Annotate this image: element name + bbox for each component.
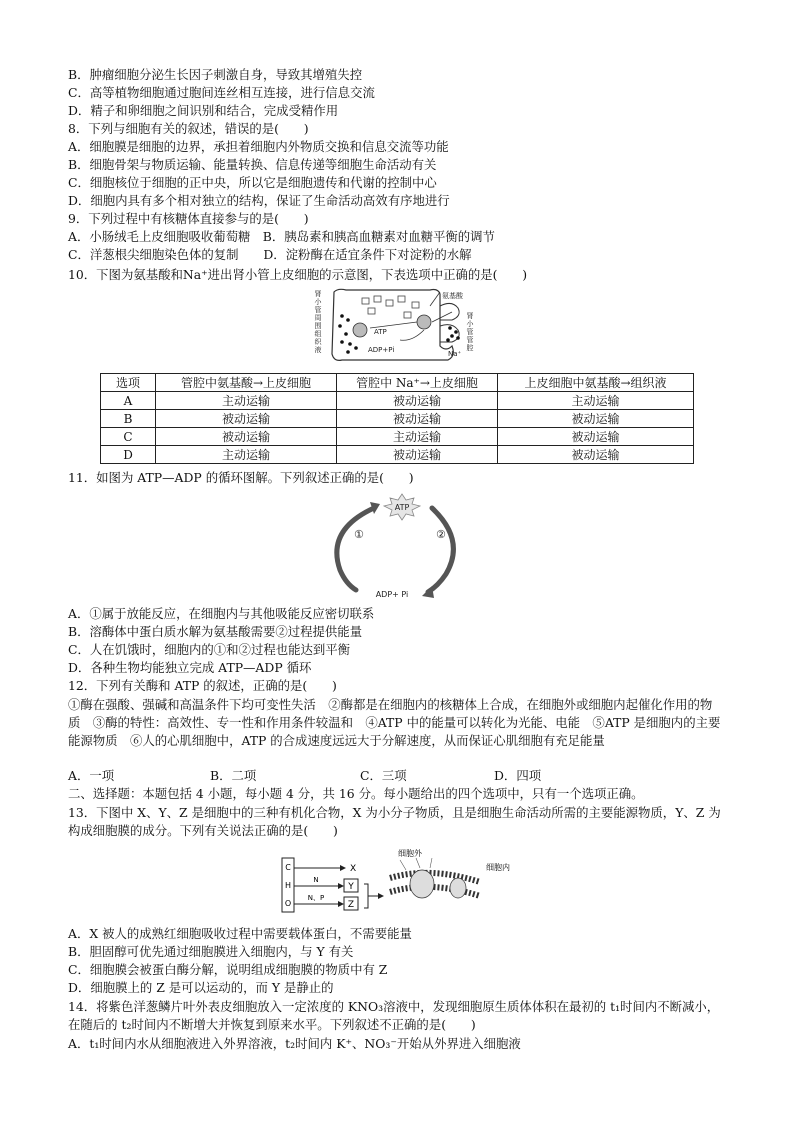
- table-cell: 主动运输: [498, 392, 694, 410]
- q13-stem: 13．下图中 X、Y、Z 是细胞中的三种有机化合物，X 为小分子物质，且是细胞生命活动所需的主要能源物质，Y、Z 为构成细胞膜的成分。下列有关说法正确的是( ): [68, 805, 721, 838]
- svg-text:肾: 肾: [466, 312, 474, 320]
- table-row: [101, 446, 694, 464]
- q13-outside-label: 细胞外: [398, 849, 422, 858]
- q13-o-label: O: [284, 899, 292, 908]
- q14-stem: 14．将紫色洋葱鳞片叶外表皮细胞放入一定浓度的 KNO₃溶液中，发现细胞原生质体体积在最初的 t₁时间内不断减小，在随后的 t₂时间内不断增大并恢复到原来水平。下列叙述不正确的是( ): [68, 999, 720, 1032]
- svg-text:围: 围: [314, 322, 322, 330]
- q12-option-b: B．二项: [210, 768, 257, 783]
- q13-n-label: N: [313, 876, 319, 884]
- q11-option-d: D．各种生物均能独立完成 ATP—ADP 循环: [68, 660, 312, 675]
- q13-option-c: C．细胞膜会被蛋白酶分解，说明组成细胞膜的物质中有 Z: [68, 962, 388, 977]
- q13-option-d: D．细胞膜上的 Z 是可以运动的，而 Y 是静止的: [68, 980, 334, 995]
- q7-option-b: B．肿瘤细胞分泌生长因子刺激自身，导致其增殖失控: [68, 67, 363, 82]
- q11-stem: 11．如图为 ATP—ADP 的循环图解。下列叙述正确的是( ): [68, 470, 414, 485]
- table-cell: D: [101, 446, 156, 464]
- svg-text:管: 管: [466, 336, 474, 344]
- table-header: 管腔中 Na⁺→上皮细胞: [337, 374, 498, 392]
- q10-options-table: [100, 373, 694, 464]
- q10-adp-label: ADP+Pi: [368, 346, 395, 354]
- q9-options-cd: C．洋葱根尖细胞染色体的复制 D．淀粉酶在适宜条件下对淀粉的水解: [68, 247, 472, 262]
- table-cell: 被动运输: [337, 446, 498, 464]
- q13-np-label: N、P: [307, 894, 325, 902]
- q13-option-b: B．胆固醇可优先通过细胞膜进入细胞内，与 Y 有关: [68, 944, 354, 959]
- section-two-heading: 二、选择题：本题包括 4 小题，每小题 4 分，共 16 分。每小题给出的四个选项中，只有一个选项正确。: [68, 786, 644, 801]
- table-header: 上皮细胞中氨基酸→组织液: [498, 374, 694, 392]
- svg-text:织: 织: [314, 338, 322, 346]
- q12-statements: ①酶在强酸、强碱和高温条件下均可变性失活 ②酶都是在细胞内的核糖体上合成，在细胞外或细胞内起催化作用的物质 ③酶的特性：高效性、专一性和作用条件较温和 ④ATP 中的能量可以转化为光能、电能 ⑤ATP 是细胞内的主要能源物质 ⑥人的心肌细胞中，ATP 的合成速度远远大于分解速度，从而保证心肌细胞有充足能量: [68, 697, 721, 748]
- q13-y-label: Y: [348, 882, 354, 892]
- q13-z-label: Z: [347, 900, 355, 910]
- svg-text:肾: 肾: [314, 290, 322, 298]
- table-cell: B: [101, 410, 156, 428]
- table-cell: 被动运输: [498, 410, 694, 428]
- q12-option-a: A．一项: [68, 768, 115, 783]
- svg-text:周: 周: [314, 314, 322, 322]
- table-row: [101, 428, 694, 446]
- q12-stem: 12．下列有关酶和 ATP 的叙述，正确的是( ): [68, 678, 337, 693]
- q13-inside-label: 细胞内: [486, 863, 510, 872]
- table-header: 选项: [101, 374, 156, 392]
- svg-text:组: 组: [314, 330, 322, 338]
- q7-option-c: C．高等植物细胞通过胞间连丝相互连接，进行信息交流: [68, 85, 375, 100]
- q10-kidney-cell-figure: [312, 286, 480, 370]
- q12-option-c: C．三项: [360, 768, 407, 783]
- q10-amino-label: 氨基酸: [442, 292, 463, 300]
- q14-option-a: A．t₁时间内水从细胞液进入外界溶液，t₂时间内 K⁺、NO₃⁻开始从外界进入细胞液: [68, 1036, 521, 1051]
- q8-option-c: C．细胞核位于细胞的正中央，所以它是细胞遗传和代谢的控制中心: [68, 175, 437, 190]
- q10-na-label: Na⁺: [448, 350, 462, 358]
- svg-text:管: 管: [466, 328, 474, 336]
- q11-process1-label: ①: [354, 528, 364, 541]
- table-cell: 被动运输: [498, 446, 694, 464]
- table-cell: 主动运输: [156, 446, 337, 464]
- q11-option-b: B．溶酶体中蛋白质水解为氨基酸需要②过程提供能量: [68, 624, 363, 639]
- table-header: 管腔中氨基酸→上皮细胞: [156, 374, 337, 392]
- q8-option-d: D．细胞内具有多个相对独立的结构，保证了生命活动高效有序地进行: [68, 193, 450, 208]
- q8-option-b: B．细胞骨架与物质运输、能量转换、信息传递等细胞生命活动有关: [68, 157, 437, 172]
- table-row: [101, 392, 694, 410]
- table-cell: A: [101, 392, 156, 410]
- q9-stem: 9．下列过程中有核糖体直接参与的是( ): [68, 211, 309, 226]
- q13-option-a: A．X 被人的成熟红细胞吸收过程中需要载体蛋白，不需要能量: [68, 926, 412, 941]
- q7-option-d: D．精子和卵细胞之间识别和结合，完成受精作用: [68, 103, 339, 118]
- table-cell: C: [101, 428, 156, 446]
- q11-atp-cycle-figure: [322, 490, 466, 600]
- q11-adp-label: ADP+ Pi: [375, 590, 409, 599]
- table-cell: 被动运输: [156, 410, 337, 428]
- q8-option-a: A．细胞膜是细胞的边界，承担着细胞内外物质交换和信息交流等功能: [68, 139, 449, 154]
- table-cell: 主动运输: [337, 428, 498, 446]
- q9-options-ab: A．小肠绒毛上皮细胞吸收葡萄糖 B．胰岛素和胰高血糖素对血糖平衡的调节: [68, 229, 495, 244]
- q13-h-label: H: [284, 881, 292, 890]
- svg-text:液: 液: [314, 346, 322, 354]
- q13-x-label: X: [350, 864, 357, 874]
- table-header-row: [101, 374, 694, 392]
- table-cell: 被动运输: [337, 410, 498, 428]
- table-cell: 被动运输: [337, 392, 498, 410]
- q8-stem: 8．下列与细胞有关的叙述，错误的是( ): [68, 121, 309, 136]
- q13-c-label: C: [285, 863, 291, 872]
- q11-process2-label: ②: [436, 528, 446, 541]
- q12-option-d: D．四项: [494, 768, 542, 783]
- table-row: [101, 410, 694, 428]
- q10-atp-label: ATP: [374, 328, 387, 336]
- q11-option-c: C．人在饥饿时，细胞内的①和②过程也能达到平衡: [68, 642, 351, 657]
- q11-option-a: A．①属于放能反应，在细胞内与其他吸能反应密切联系: [68, 606, 375, 621]
- svg-text:腔: 腔: [466, 344, 474, 352]
- table-cell: 主动运输: [156, 392, 337, 410]
- table-cell: 被动运输: [156, 428, 337, 446]
- svg-text:管: 管: [314, 306, 322, 314]
- svg-text:小: 小: [466, 320, 474, 328]
- q10-stem: 10．下图为氨基酸和Na⁺进出肾小管上皮细胞的示意图，下表选项中正确的是( ): [68, 267, 528, 282]
- q13-membrane-figure: [280, 848, 520, 918]
- q11-atp-label: ATP: [394, 503, 410, 512]
- table-cell: 被动运输: [498, 428, 694, 446]
- svg-text:小: 小: [314, 298, 322, 306]
